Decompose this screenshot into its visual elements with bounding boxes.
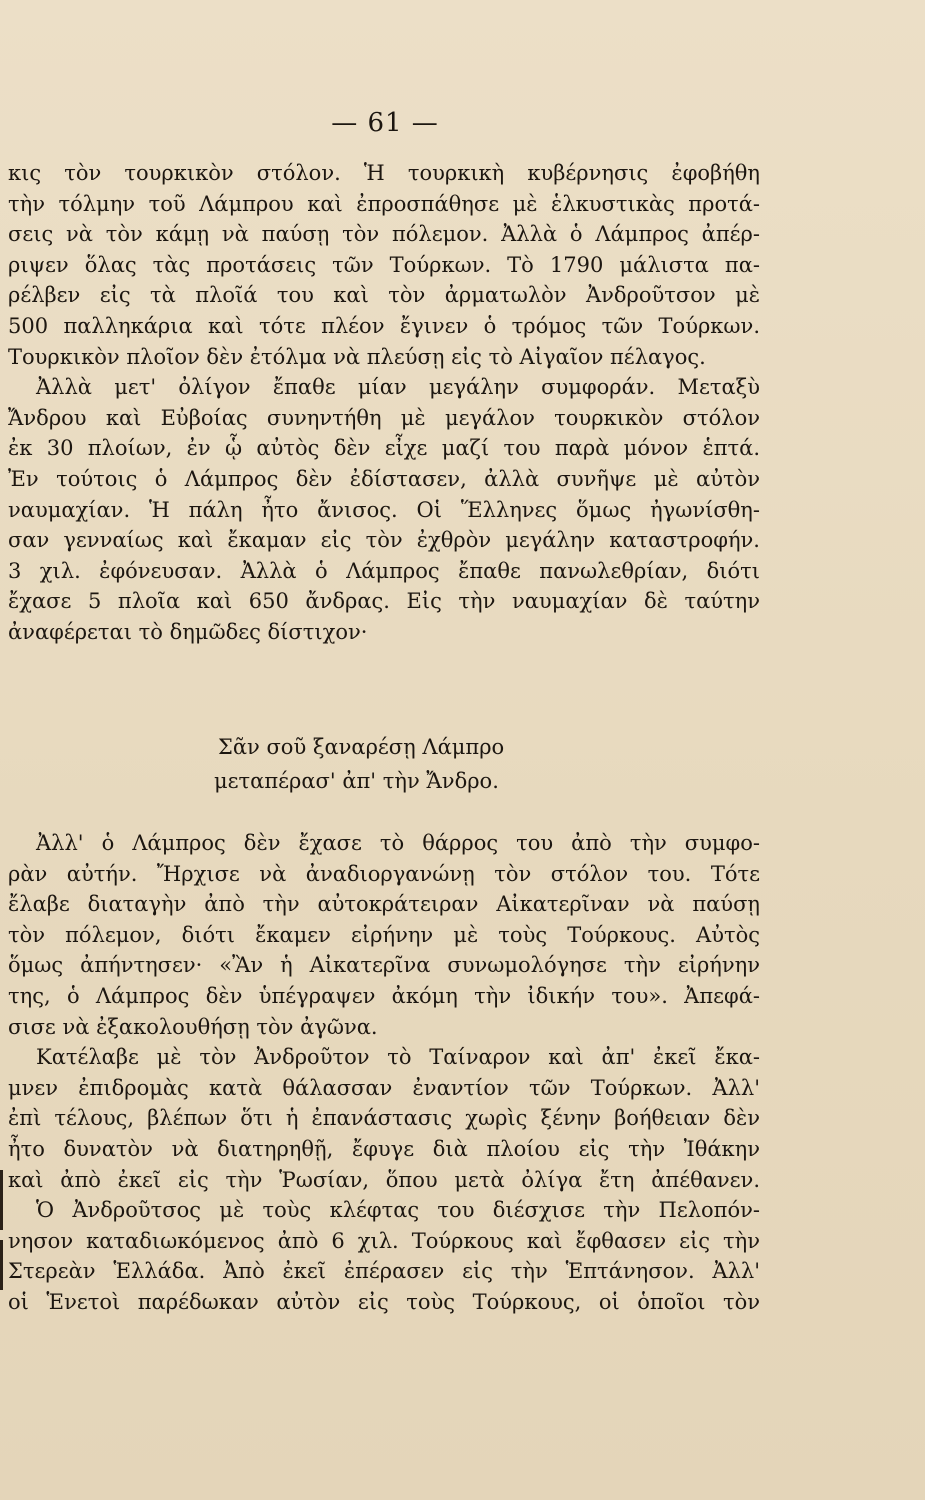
- text-line: ἔλαβε διαταγὴν ἀπὸ τὴν αὐτοκράτειραν Αἰκατερῖναν νὰ παύσῃ: [8, 892, 760, 917]
- text-line: Ἐν τούτοις ὁ Λάμπρος δὲν ἐδίστασεν, ἀλλὰ συνῆψε μὲ αὐτὸν: [8, 466, 760, 491]
- text-line: 3 χιλ. ἐφόνευσαν. Ἀλλὰ ὁ Λάμπρος ἔπαθε πανωλεθρίαν, διότι: [8, 558, 760, 583]
- text-line: ὅμως ἀπήντησεν· «Ἂν ἡ Αἰκατερῖνα συνωμολόγησε τὴν εἰρήνην: [8, 953, 760, 978]
- text-line: μνεν ἐπιδρομὰς κατὰ θάλασσαν ἐναντίον τῶν Τούρκων. Ἀλλ': [8, 1075, 760, 1100]
- text-line: Ἀλλὰ μετ' ὀλίγον ἔπαθε μίαν μεγάλην συμφοράν. Μεταξὺ: [36, 375, 760, 400]
- text-line: ἔχασε 5 πλοῖα καὶ 650 ἄνδρας. Εἰς τὴν ναυμαχίαν δὲ ταύτην: [8, 589, 760, 614]
- text-line: ρέλβεν εἰς τὰ πλοῖά του καὶ τὸν ἀρματωλὸν Ἀνδροῦτσον μὲ: [8, 283, 760, 308]
- text-line: Ἄνδρου καὶ Εὐβοίας συνηντήθη μὲ μεγάλον τουρκικὸν στόλον: [8, 405, 760, 430]
- text-line: κις τὸν τουρκικὸν στόλον. Ἡ τουρκικὴ κυβέρνησις ἐφοβήθη: [8, 161, 760, 185]
- page-number: — 61 —: [331, 108, 439, 138]
- text-line: καὶ ἀπὸ ἐκεῖ εἰς τὴν Ῥωσίαν, ὅπου μετὰ ὀλίγα ἔτη ἀπέθανεν.: [8, 1167, 760, 1192]
- text-line: ἀναφέρεται τὸ δημῶδες δίστιχον·: [8, 619, 368, 644]
- text-line: ναυμαχίαν. Ἡ πάλη ἦτο ἄνισος. Οἱ Ἕλληνες ὅμως ἠγωνίσθη-: [8, 497, 760, 522]
- text-line: Κατέλαβε μὲ τὸν Ἀνδροῦτον τὸ Ταίναρον καὶ ἀπ' ἐκεῖ ἔκα-: [36, 1045, 760, 1070]
- couplet: [0, 730, 770, 798]
- text-line: Στερεὰν Ἑλλάδα. Ἀπὸ ἐκεῖ ἐπέρασεν εἰς τὴν Ἑπτάνησον. Ἀλλ': [8, 1259, 760, 1284]
- text-line: οἱ Ἑνετοὶ παρέδωκαν αὐτὸν εἰς τοὺς Τούρκους, οἱ ὁποῖοι τὸν: [8, 1289, 760, 1314]
- text-line: σισε νὰ ἐξακολουθήσῃ τὸν ἀγῶνα.: [8, 1014, 378, 1039]
- text-line: Ὁ Ἀνδροῦτσος μὲ τοὺς κλέφτας του διέσχισε τὴν Πελοπόν-: [36, 1198, 760, 1223]
- text-line: ἦτο δυνατὸν νὰ διατηρηθῇ, ἔφυγε διὰ πλοίου εἰς τὴν Ἰθάκην: [8, 1136, 760, 1161]
- text-line: της, ὁ Λάμπρος δὲν ὑπέγραψεν ἀκόμη τὴν ἰδικήν του». Ἀπεφά-: [8, 983, 760, 1008]
- text-line: σαν γενναίως καὶ ἔκαμαν εἰς τὸν ἐχθρὸν μεγάλην καταστροφήν.: [8, 528, 760, 553]
- text-block-1: [8, 158, 760, 648]
- margin-line-mark: [0, 1170, 3, 1230]
- couplet-line: μεταπέρασ' ἀπ' τὴν Ἄνδρο.: [214, 769, 499, 793]
- margin-line-mark: [0, 1240, 3, 1290]
- text-line: 500 παλληκάρια καὶ τότε πλέον ἔγινεν ὁ τρόμος τῶν Τούρκων.: [8, 313, 760, 338]
- text-block-2: [8, 828, 760, 1318]
- text-line: σεις νὰ τὸν κάμῃ νὰ παύσῃ τὸν πόλεμον. Ἀλλὰ ὁ Λάμπρος ἀπέρ-: [8, 222, 760, 247]
- couplet-line: Σᾶν σοῦ ξαναρέσῃ Λάμπρο: [218, 735, 505, 759]
- text-line: νησον καταδιωκόμενος ἀπὸ 6 χιλ. Τούρκους καὶ ἔφθασεν εἰς τὴν: [8, 1228, 760, 1253]
- text-line: ἐπὶ τέλους, βλέπων ὅτι ἡ ἐπανάστασις χωρὶς ξένην βοήθειαν δὲν: [8, 1106, 760, 1131]
- text-line: ρὰν αὐτήν. Ἤρχισε νὰ ἀναδιοργανώνῃ τὸν στόλον του. Τότε: [8, 861, 760, 886]
- text-line: τὸν πόλεμον, διότι ἔκαμεν εἰρήνην μὲ τοὺς Τούρκους. Αὐτὸς: [8, 922, 760, 947]
- text-line: Ἀλλ' ὁ Λάμπρος δὲν ἔχασε τὸ θάρρος του ἀπὸ τὴν συμφο-: [36, 831, 760, 855]
- text-line: ἐκ 30 πλοίων, ἐν ᾧ αὐτὸς δὲν εἶχε μαζί του παρὰ μόνον ἑπτά.: [8, 436, 760, 461]
- text-line: τὴν τόλμην τοῦ Λάμπρου καὶ ἐπροσπάθησε μὲ ἑλκυστικὰς προτά-: [8, 191, 760, 216]
- text-line: ριψεν ὅλας τὰς προτάσεις τῶν Τούρκων. Τὸ 1790 μάλιστα πα-: [8, 252, 760, 277]
- text-line: Τουρκικὸν πλοῖον δὲν ἐτόλμα νὰ πλεύσῃ εἰς τὸ Αἰγαῖον πέλαγος.: [8, 344, 706, 369]
